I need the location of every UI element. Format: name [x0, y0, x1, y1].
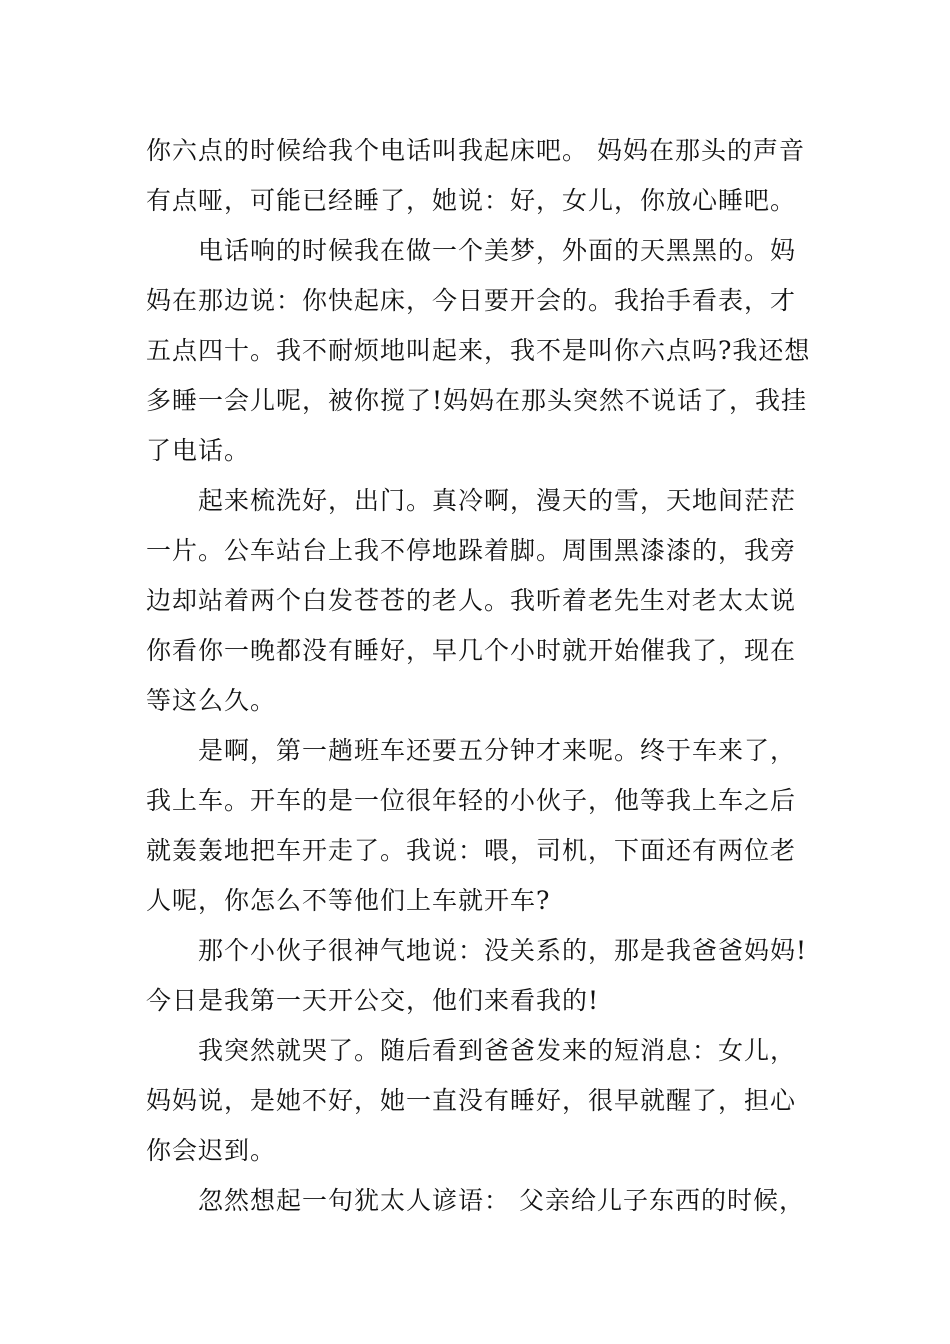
text-line: 你看你一晚都没有睡好，早几个小时就开始催我了，现在 [146, 636, 797, 665]
text-line: 起来梳洗好，出门。真冷啊，漫天的雪，天地间茫茫 [198, 486, 797, 515]
text-line: 了电话。 [146, 436, 251, 465]
text-line: 我上车。开车的是一位很年轻的小伙子，他等我上车之后 [146, 786, 797, 815]
text-line: 就轰轰地把车开走了。我说：喂，司机，下面还有两位老 [146, 836, 797, 865]
text-line: 你会迟到。 [146, 1136, 277, 1165]
text-line: 今日是我第一天开公交，他们来看我的! [146, 986, 600, 1015]
text-line: 你六点的时候给我个电话叫我起床吧。 妈妈在那头的声音 [146, 136, 805, 165]
body-text [146, 126, 811, 1226]
text-line: 电话响的时候我在做一个美梦，外面的天黑黑的。妈 [198, 236, 797, 265]
text-line: 妈在那边说：你快起床，今日要开会的。我抬手看表，才 [146, 286, 797, 315]
text-line: 是啊，第一趟班车还要五分钟才来呢。终于车来了， [198, 736, 797, 765]
text-line: 等这么久。 [146, 686, 277, 715]
text-line: 妈妈说，是她不好，她一直没有睡好，很早就醒了，担心 [146, 1086, 797, 1115]
text-line: 我突然就哭了。随后看到爸爸发来的短消息：女儿， [198, 1036, 797, 1065]
text-line: 一片。公车站台上我不停地跺着脚。周围黑漆漆的，我旁 [146, 536, 797, 565]
text-line: 有点哑，可能已经睡了，她说：好，女儿，你放心睡吧。 [146, 186, 797, 215]
text-line: 五点四十。我不耐烦地叫起来，我不是叫你六点吗?我还想 [146, 336, 811, 365]
text-line: 忽然想起一句犹太人谚语： 父亲给儿子东西的时候， [198, 1186, 805, 1215]
text-line: 那个小伙子很神气地说：没关系的，那是我爸爸妈妈! [198, 936, 808, 965]
text-line: 多睡一会儿呢，被你搅了!妈妈在那头突然不说话了，我挂 [146, 386, 808, 415]
text-line: 边却站着两个白发苍苍的老人。我听着老先生对老太太说 [146, 586, 797, 615]
text-line: 人呢，你怎么不等他们上车就开车? [146, 886, 551, 915]
